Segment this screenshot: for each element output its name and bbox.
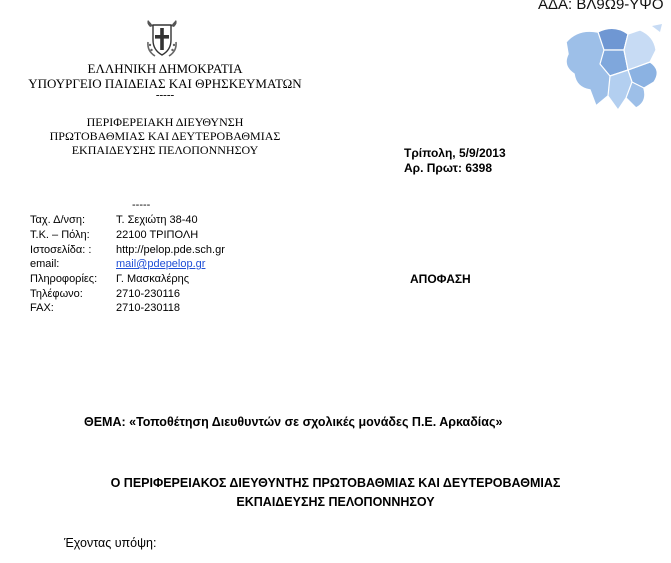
website-value: http://pelop.pde.sch.gr xyxy=(116,244,225,256)
header-separator: ----- xyxy=(155,89,175,101)
subject-line: ΘΕΜΑ: «Τοποθέτηση Διευθυντών σε σχολικές μονάδες Π.Ε. Αρκαδίας» xyxy=(84,415,503,429)
email-label: email: xyxy=(30,258,60,270)
ada-code: ΑΔΑ: ΒΛ9Ω9-ΥΨΟ xyxy=(538,0,664,13)
decision-title: ΑΠΟΦΑΣΗ xyxy=(410,272,471,286)
director-heading-line-2: ΕΚΠΑΙΔΕΥΣΗΣ ΠΕΛΟΠΟΝΝΗΣΟΥ xyxy=(236,495,435,509)
country-name: ΕΛΛΗΝΙΚΗ ΔΗΜΟΚΡΑΤΙΑ xyxy=(87,61,243,76)
director-heading-line-1: Ο ΠΕΡΙΦΕΡΕΙΑΚΟΣ ΔΙΕΥΘΥΝΤΗΣ ΠΡΩΤΟΒΑΘΜΙΑΣ ΚΑΙ ΔΕΥΤΕΡΟΒΑΘΜΙΑΣ xyxy=(110,476,561,490)
fax-value: 2710-230118 xyxy=(116,302,181,314)
directorate-line-2: ΠΡΩΤΟΒΑΘΜΙΑΣ ΚΑΙ ΔΕΥΤΕΡΟΒΑΘΜΙΑΣ xyxy=(49,129,281,143)
greek-coat-of-arms-icon xyxy=(144,18,180,58)
email-link[interactable]: mail@pdepelop.gr xyxy=(116,258,206,270)
postal-city-label: Τ.Κ. – Πόλη: xyxy=(30,229,90,241)
fax-label: FAX: xyxy=(30,302,54,314)
directorate-line-3: ΕΚΠΑΙΔΕΥΣΗΣ ΠΕΛΟΠΟΝΝΗΣΟΥ xyxy=(71,143,259,157)
phone-label: Τηλέφωνο: xyxy=(30,288,83,300)
protocol-number: Αρ. Πρωτ: 6398 xyxy=(404,161,493,175)
info-label: Πληροφορίες: xyxy=(30,273,98,285)
address-label: Ταχ. Δ/νση: xyxy=(30,214,86,226)
directorate-line-1: ΠΕΡΙΦΕΡΕΙΑΚΗ ΔΙΕΥΘΥΝΣΗ xyxy=(86,115,244,129)
postal-city-value: 22100 ΤΡΙΠΟΛΗ xyxy=(116,229,199,241)
contact-separator: ----- xyxy=(132,199,151,211)
info-value: Γ. Μασκαλέρης xyxy=(116,273,190,285)
ministry-name: ΥΠΟΥΡΓΕΙΟ ΠΑΙΔΕΙΑΣ ΚΑΙ ΘΡΗΣΚΕΥΜΑΤΩΝ xyxy=(28,76,302,91)
place-date: Τρίπολη, 5/9/2013 xyxy=(404,146,506,160)
given-intro: Έχοντας υπόψη: xyxy=(64,536,157,550)
address-value: Τ. Σεχιώτη 38-40 xyxy=(116,214,198,226)
website-label: Ιστοσελίδα: : xyxy=(30,244,92,256)
peloponnese-map-icon xyxy=(556,20,668,112)
phone-value: 2710-230116 xyxy=(116,288,181,300)
